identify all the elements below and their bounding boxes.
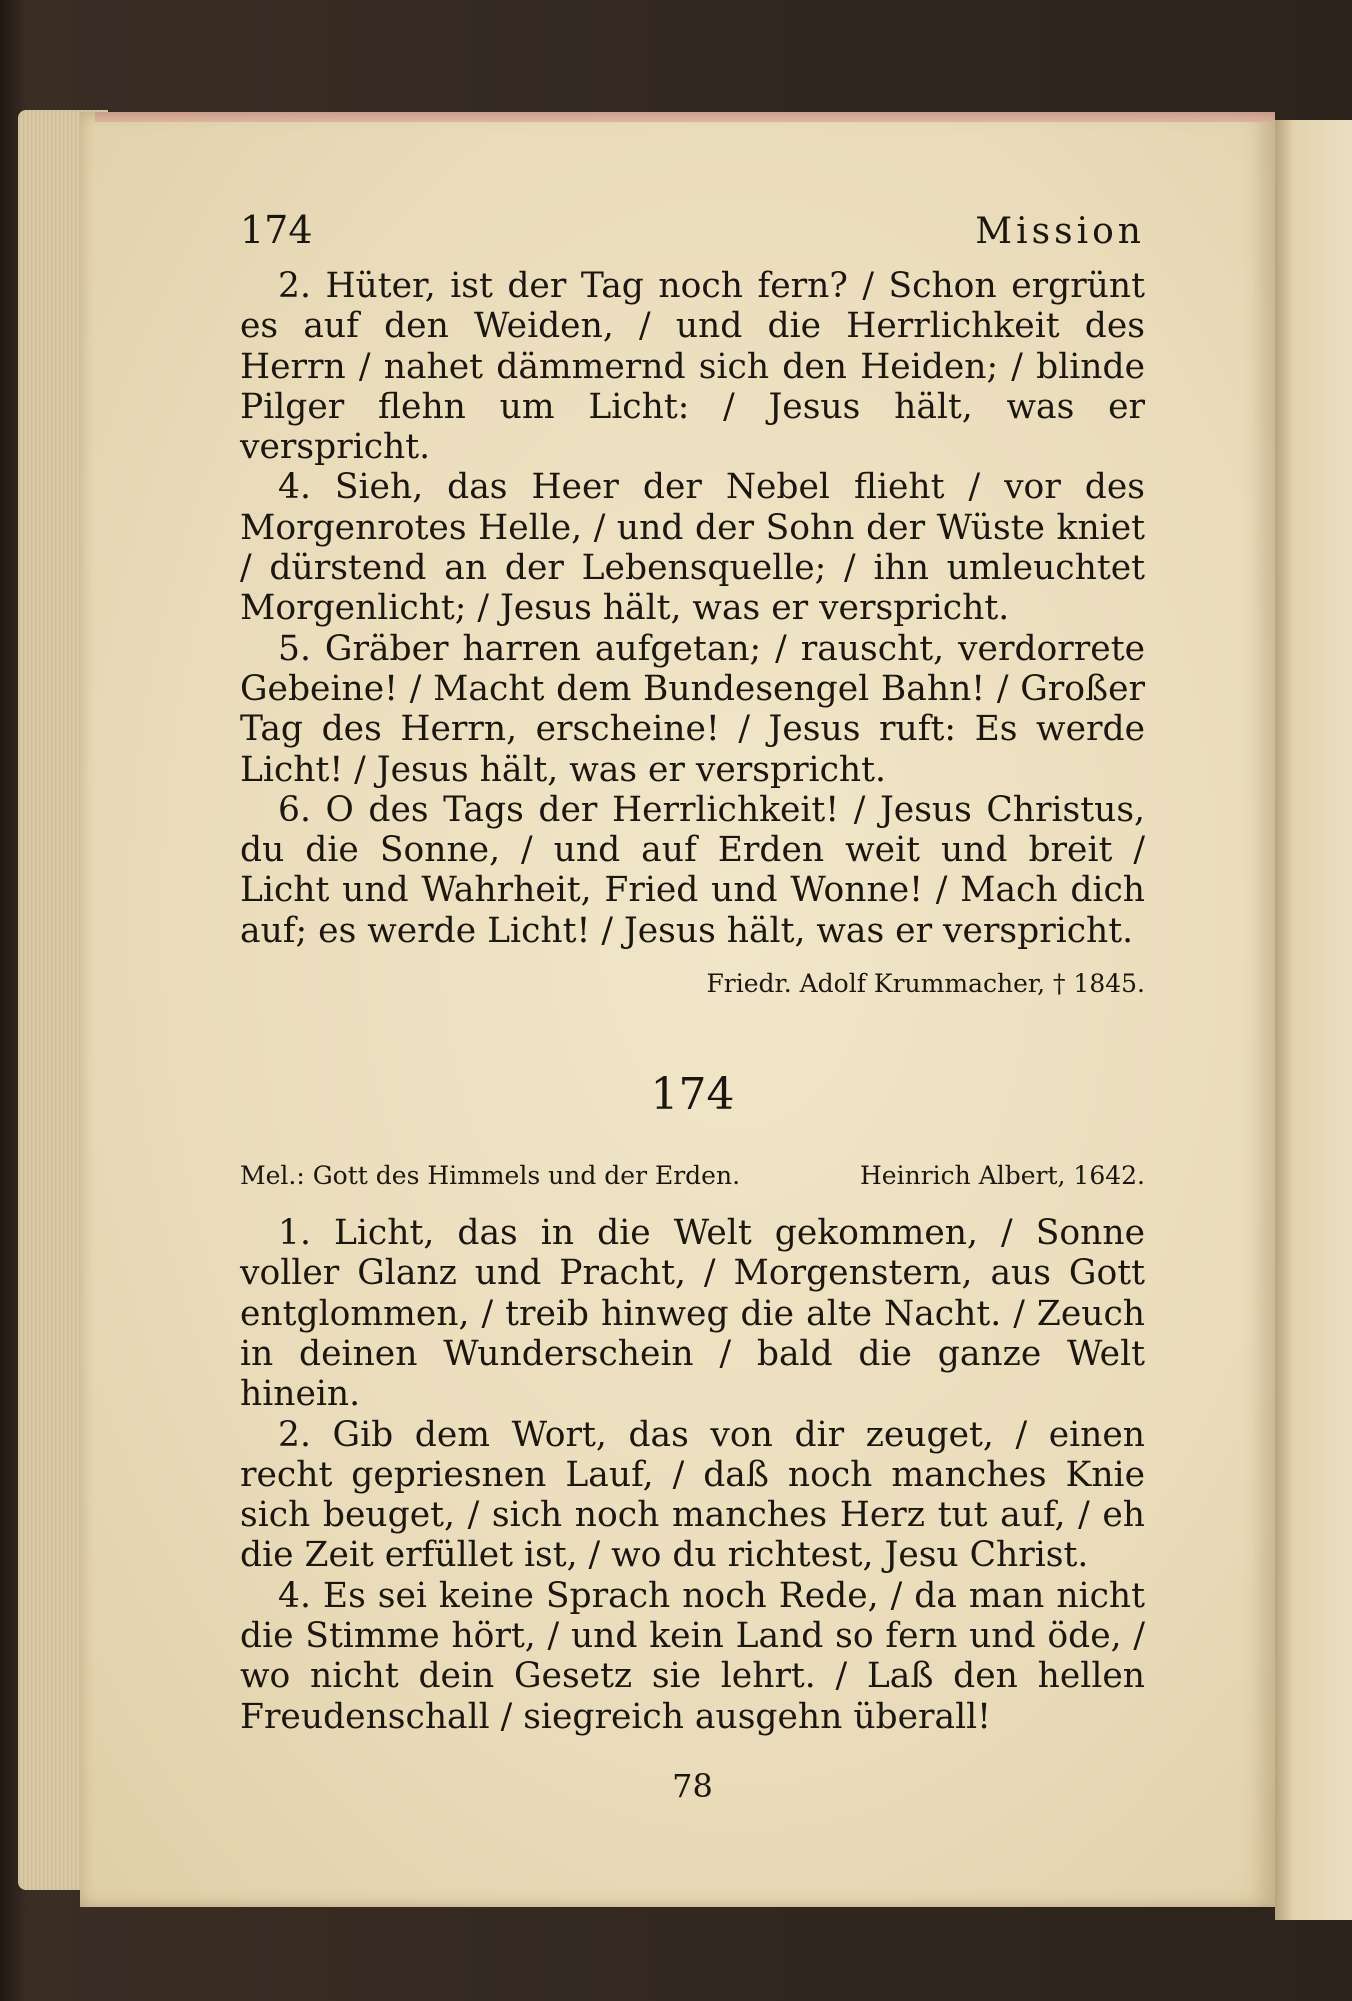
verse: 4. Sieh, das Heer der Nebel flieht / vor des Morgenrotes Helle, / und der Sohn der Wüste kniet / dürstend an der Lebensquelle; / ihn umleuchtet Morgenlicht; / Jesus hält, was er verspricht. <box>240 467 1145 629</box>
running-header <box>240 208 1145 260</box>
verse: 6. O des Tags der Herrlichkeit! / Jesus Christus, du die Sonne, / und auf Erden weit und breit / Licht und Wahrheit, Fried und Wonne! / Mach dich auf; es werde Licht! / Jesus hält, was er verspricht. <box>240 789 1145 951</box>
section-title: Mission <box>975 211 1145 252</box>
verse: 2. Gib dem Wort, das von dir zeuget, / einen recht gepriesnen Lauf, / daß noch manches Knie sich beuget, / sich noch manches Herz tut auf, / eh die Zeit erfüllet ist, / wo du richtest, Jesu Christ. <box>240 1414 1145 1576</box>
melody-line <box>240 1161 1145 1193</box>
header-hymn-number: 174 <box>240 208 313 252</box>
page-number: 78 <box>672 1766 713 1805</box>
verse: 2. Hüter, ist der Tag noch fern? / Schon ergrünt es auf den Weiden, / und die Herrlichkeit des Herrn / nahet dämmernd sich den Heiden; / blinde Pilger flehn um Licht: / Jesus hält, was er verspricht. <box>240 266 1145 468</box>
author-credit: Friedr. Adolf Krummacher, † 1845. <box>706 969 1145 999</box>
page-content <box>240 208 1145 1805</box>
verse: 5. Gräber harren aufgetan; / rauscht, verdorrete Gebeine! / Macht dem Bundesengel Bahn! / Großer Tag des Herrn, erscheine! / Jesus ruft: Es werde Licht! / Jesus hält, was er verspricht. <box>240 628 1145 790</box>
hymn-number: 174 <box>650 1069 735 1121</box>
verse: 4. Es sei keine Sprach noch Rede, / da man nicht die Stimme hört, / und kein Land so fern und öde, / wo nicht dein Gesetz sie lehrt. / Laß den hellen Freudenschall / siegreich ausgehn überall! <box>240 1575 1145 1737</box>
page-top-edge <box>95 112 1275 122</box>
facing-page-edge <box>1275 120 1352 1920</box>
composer-credit: Heinrich Albert, 1642. <box>860 1161 1145 1191</box>
melody-label: Mel.: Gott des Himmels und der Erden. <box>240 1161 741 1191</box>
verse: 1. Licht, das in die Welt gekommen, / Sonne voller Glanz und Pracht, / Morgenstern, aus Gott entglommen, / treib hinweg die alte Nacht. / Zeuch in deinen Wunderschein / bald die ganze Welt hinein. <box>240 1213 1145 1415</box>
